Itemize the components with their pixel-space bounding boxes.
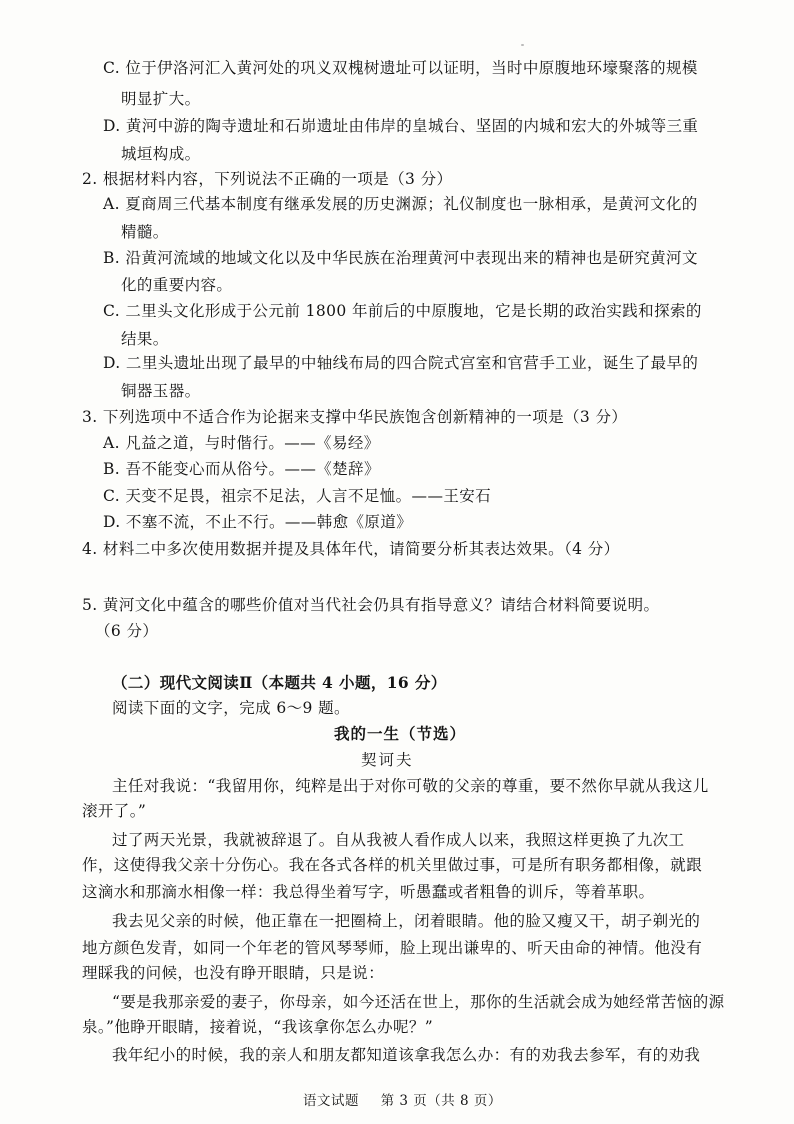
question-2-stem: 2. 根据材料内容，下列说法不正确的一项是（3 分） <box>82 170 453 188</box>
page-footer <box>303 1091 502 1111</box>
passage-p3-line3: 理睬我的问候，也没有睁开眼睛，只是说： <box>82 964 385 982</box>
passage-title: 我的一生（节选） <box>334 724 467 743</box>
passage-p2-line2: 作，这使得我父亲十分伤心。我在各式各样的机关里做过事，可是所有职务都相像，就跟 <box>82 856 703 874</box>
question-5-stem-line1: 5. 黄河文化中蕴含的哪些价值对当代社会仍具有指导意义？请结合材料简要说明。 <box>82 596 660 614</box>
passage-p3-line2: 地方颜色发青，如同一个年老的管风琴琴师，脸上现出谦卑的、听天由命的神情。他没有 <box>82 939 703 957</box>
passage-p3-line1: 我去见父亲的时候，他正靠在一把圈椅上，闭着眼睛。他的脸又瘦又干，胡子剃光的 <box>112 912 701 930</box>
option-2b-line2: 化的重要内容。 <box>121 276 233 294</box>
question-3-stem: 3. 下列选项中不适合作为论据来支撑中华民族饱含创新精神的一项是（3 分） <box>82 408 628 426</box>
option-2c-line1: C. 二里头文化形成于公元前 1800 年前后的中原腹地，它是长期的政治实践和探索的 <box>103 302 702 320</box>
reading-instruction: 阅读下面的文字，完成 6～9 题。 <box>112 699 350 717</box>
option-1d-line1: D. 黄河中游的陶寺遗址和石峁遗址由伟岸的皇城台、坚固的内城和宏大的外城等三重 <box>103 117 699 135</box>
option-2a-line1: A. 夏商周三代基本制度有继承发展的历史渊源；礼仪制度也一脉相承，是黄河文化的 <box>103 195 698 213</box>
footer-page-number: 第 3 页（共 8 页） <box>380 1093 502 1109</box>
option-3c: C. 天变不足畏，祖宗不足法，人言不足恤。——王安石 <box>103 487 492 505</box>
option-2d-line1: D. 二里头遗址出现了最早的中轴线布局的四合院式宫室和官营手工业，诞生了最早的 <box>103 354 699 372</box>
option-3d: D. 不塞不流，不止不行。——韩愈《原道》 <box>103 513 413 531</box>
footer-subject: 语文试题 <box>303 1093 359 1109</box>
passage-p1-line1: 主任对我说：“我留用你，纯粹是出于对你可敬的父亲的尊重，要不然你早就从我这儿 <box>112 777 709 795</box>
passage-p4-line2: 泉。”他睁开眼睛，接着说，“我该拿你怎么办呢？” <box>82 1018 434 1036</box>
option-3a: A. 凡益之道，与时偕行。——《易经》 <box>103 434 380 452</box>
passage-p2-line1: 过了两天光景，我就被辞退了。自从我被人看作成人以来，我照这样更换了九次工 <box>112 831 685 849</box>
option-1c-line2: 明显扩大。 <box>121 90 201 108</box>
question-4-stem: 4. 材料二中多次使用数据并提及具体年代，请简要分析其表达效果。（4 分） <box>82 540 620 558</box>
section-heading: （二）现代文阅读Ⅱ（本题共 4 小题，16 分） <box>112 673 447 692</box>
option-2a-line2: 精髓。 <box>121 223 169 241</box>
option-2b-line1: B. 沿黄河流域的地域文化以及中华民族在治理黄河中表现出来的精神也是研究黄河文 <box>103 249 698 267</box>
passage-p4-line1: “要是我那亲爱的妻子，你母亲，如今还活在世上，那你的生活就会成为她经常苦恼的源 <box>112 993 725 1011</box>
option-3b: B. 吾不能变心而从俗兮。——《楚辞》 <box>103 460 380 478</box>
passage-p5-line1: 我年纪小的时候，我的亲人和朋友都知道该拿我怎么办：有的劝我去参军，有的劝我 <box>112 1046 701 1064</box>
option-2d-line2: 铜器玉器。 <box>121 382 201 400</box>
passage-p1-line2: 滚开了。” <box>82 802 147 820</box>
option-1c-line1: C. 位于伊洛河汇入黄河处的巩义双槐树遗址可以证明，当时中原腹地环壕聚落的规模 <box>103 59 698 77</box>
question-5-stem-line2: （6 分） <box>95 622 159 640</box>
scan-speck <box>521 44 524 46</box>
option-2c-line2: 结果。 <box>121 330 169 348</box>
option-1d-line2: 城垣构成。 <box>121 145 201 163</box>
passage-author: 契诃夫 <box>361 751 414 769</box>
passage-p2-line3: 这滴水和那滴水相像一样：我总得坐着写字，听愚蠢或者粗鲁的训斥，等着革职。 <box>82 883 655 901</box>
